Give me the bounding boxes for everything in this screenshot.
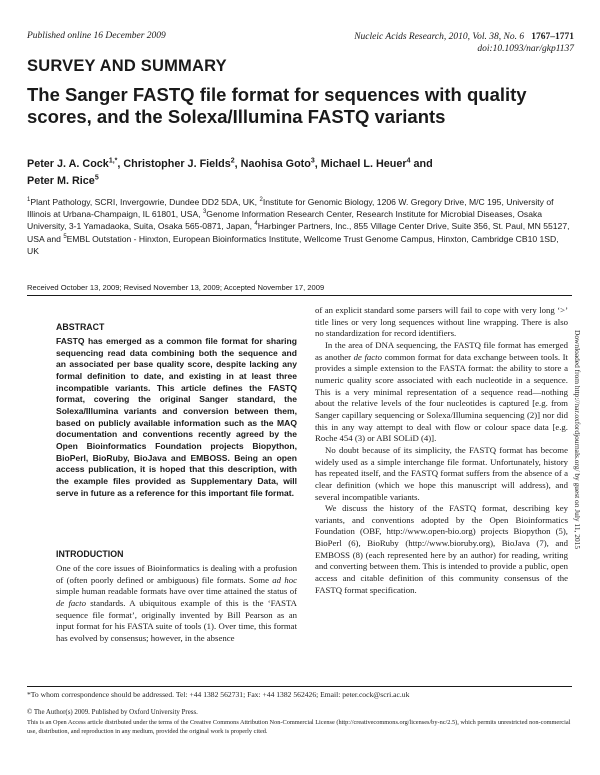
- author-affiliation-mark: 4: [406, 157, 411, 165]
- italic-term: ad hoc: [272, 574, 298, 585]
- doi: doi:10.1093/nar/gkp1137: [477, 44, 574, 54]
- author-affiliation-mark: 3: [310, 157, 315, 165]
- author-name: Naohisa Goto: [240, 158, 311, 170]
- author-name: Peter J. A. Cock: [27, 158, 109, 170]
- affiliation-mark: 1: [27, 197, 31, 204]
- author-affiliation-mark: 1,*: [108, 157, 118, 165]
- affiliation: EMBL Outstation - Hinxton, European Bioinformatics Institute, Wellcome Trust Genome Campus, Hinxton, Cambridge CB10 1SD, UK: [27, 233, 559, 256]
- copyright-line: © The Author(s) 2009. Published by Oxford University Press.: [27, 709, 198, 716]
- paragraph: No doubt because of its simplicity, the FASTQ format has become widely used as a simple interchange file format. Unfortunately, history has repeated itself, and the FASTQ format suffers from the absence of a clear definition (which we hope this manuscript will address), and several incompatible variants.: [315, 444, 568, 502]
- article-title: The Sanger FASTQ file format for sequences with quality scores, and the Solexa/Illumina FASTQ variants: [27, 84, 527, 127]
- text-run: standards. A ubiquitous example of this is the ‘FASTA sequence file format’, originally invented by Bill Pearson as an input format for his FASTA suite of tools (1). Over time, this format has evolved by consensus; however, in the absence: [56, 597, 297, 643]
- affiliation: Plant Pathology, SCRI, Invergowrie, Dundee DD2 5DA, UK,: [30, 197, 260, 207]
- paragraph: We discuss the history of the FASTQ format, describing key variants, and conventions adopted by the Open Bioinformatics Foundation (OBF, http://www.open-bio.org) projects Biopython (5), BioPerl (6), BioRuby (http://www.bioruby.org), BioJava (7), and EMBOSS (8) (each represented here by an author) for reading, writing and converting between them. This is intended to provide a public, open access and citable definition of this community consensus of the FASTQ format specification.: [315, 503, 568, 595]
- page-range: 1767–1771: [531, 32, 574, 42]
- paragraph: [315, 340, 568, 445]
- journal-header: [318, 31, 574, 55]
- abstract-text: FASTQ has emerged as a common file format for sharing sequencing read data combining both the sequence and an associated per base quality score, despite lacking any formal definition to date, and existing in at least three incompatible variants. This article defines the FASTQ format, covering the original Sanger standard, the Solexa/Illumina variants and conversion between them, based on publicly available information such as the MAQ documentation and conventions recently agreed by the Open Bioinformatics Foundation projects Biopython, BioPerl, BioRuby, BioJava and EMBOSS. Being an open access publication, it is hoped that this description, with the example files provided as Supplementary Data, will serve in future as a reference for this important file format.: [56, 336, 297, 498]
- author-affiliation-mark: 5: [94, 174, 99, 182]
- affiliation: Institute for Genomic Biology, 1206 W. Gregory Drive, M/C 195, University of Illinois at Urbana-Champaign, IL 61801, USA,: [27, 197, 554, 220]
- divider: [27, 686, 572, 687]
- introduction-text: [56, 563, 297, 645]
- author-affiliation-mark: 2: [230, 157, 235, 165]
- download-watermark: [574, 330, 590, 660]
- affiliation: Genome Information Research Center, Research Institute for Microbial Diseases, Osaka University, 3-1 Yamadaoka, Suita, Osaka 565-0871, Japan,: [27, 209, 543, 232]
- journal-citation: Nucleic Acids Research, 2010, Vol. 38, No. 6: [354, 32, 525, 42]
- affiliation-mark: 3: [202, 209, 207, 216]
- affiliations: [27, 196, 572, 257]
- text-run: simple human readable formats have over time attained the status of: [56, 586, 297, 597]
- affiliation-mark: 4: [254, 221, 258, 228]
- affiliation-mark: 5: [63, 233, 67, 240]
- author-conjunction: and: [413, 158, 433, 170]
- received-dates: Received October 13, 2009; Revised November 13, 2009; Accepted November 17, 2009: [27, 283, 325, 292]
- copyright-block: [27, 708, 572, 737]
- affiliation: Harbinger Partners, Inc., 855 Village Center Drive, Suite 356, St. Paul, MN 55127, USA and: [27, 221, 570, 244]
- license-text: This is an Open Access article distributed under the terms of the Creative Commons Attribution Non-Commercial License (http://creativecommons.org/licenses/by-nc/2.5), which permits unrestricted non-commercial use, distribution, and reproduction in any medium, provided the original work is properly cited.: [27, 718, 571, 735]
- italic-term: de facto: [353, 351, 382, 362]
- introduction-heading: INTRODUCTION: [56, 549, 124, 559]
- published-date: Published online 16 December 2009: [27, 31, 166, 41]
- paragraph: of an explicit standard some parsers will fail to cope with very long ‘>’ title lines or very long sequences without line wrapping. There is also no standardization for record identifiers.: [315, 305, 568, 339]
- abstract-heading: ABSTRACT: [56, 322, 105, 332]
- right-column-text: [315, 305, 568, 596]
- affiliation-mark: 2: [259, 197, 263, 204]
- text-run: common format for data exchange between tools. It provides a simple extension to the FASTA format: the ability to store a numeric quality score associated with each nucleotide in a sequence. This is a very minimal representation of a sequence read—nothing about the relative levels of the four nucleotides is captured [e.g. from Sanger capillary sequencing or Solexa/Illumina sequencing (2)] nor did this in any way attempt to deal with flow or colour space data [e.g. Roche 454 (3) or ABI SOLiD (4)].: [315, 351, 568, 444]
- author-name: Michael L. Heuer: [320, 158, 407, 170]
- correspondence-footnote: *To whom correspondence should be addressed. Tel: +44 1382 562731; Fax: +44 1382 562426; Email: peter.cock@scri.ac.uk: [27, 690, 410, 699]
- author-name: Peter M. Rice: [27, 175, 95, 187]
- author-name: Christopher J. Fields: [123, 158, 231, 170]
- author-list: Peter J. A. Cock$^{1,*}$, Christopher J. Fields$^2$, Naohisa Goto$^3$, Michael L. Heuer$^4$ and Peter M. Rice$^5$: [27, 157, 433, 187]
- italic-term: de facto: [56, 597, 86, 608]
- download-note-text: Downloaded from http://nar.oxfordjournals.org/ by guest on July 11, 2015: [573, 330, 582, 550]
- divider: [27, 295, 572, 296]
- text-run: One of the core issues of Bioinformatics is dealing with a profusion of (often poorly defined or ambiguous) file formats. Some: [56, 563, 297, 585]
- text-run: In the area of DNA sequencing, the FASTQ file format has emerged as another: [315, 339, 568, 362]
- section-label: SURVEY AND SUMMARY: [27, 57, 227, 75]
